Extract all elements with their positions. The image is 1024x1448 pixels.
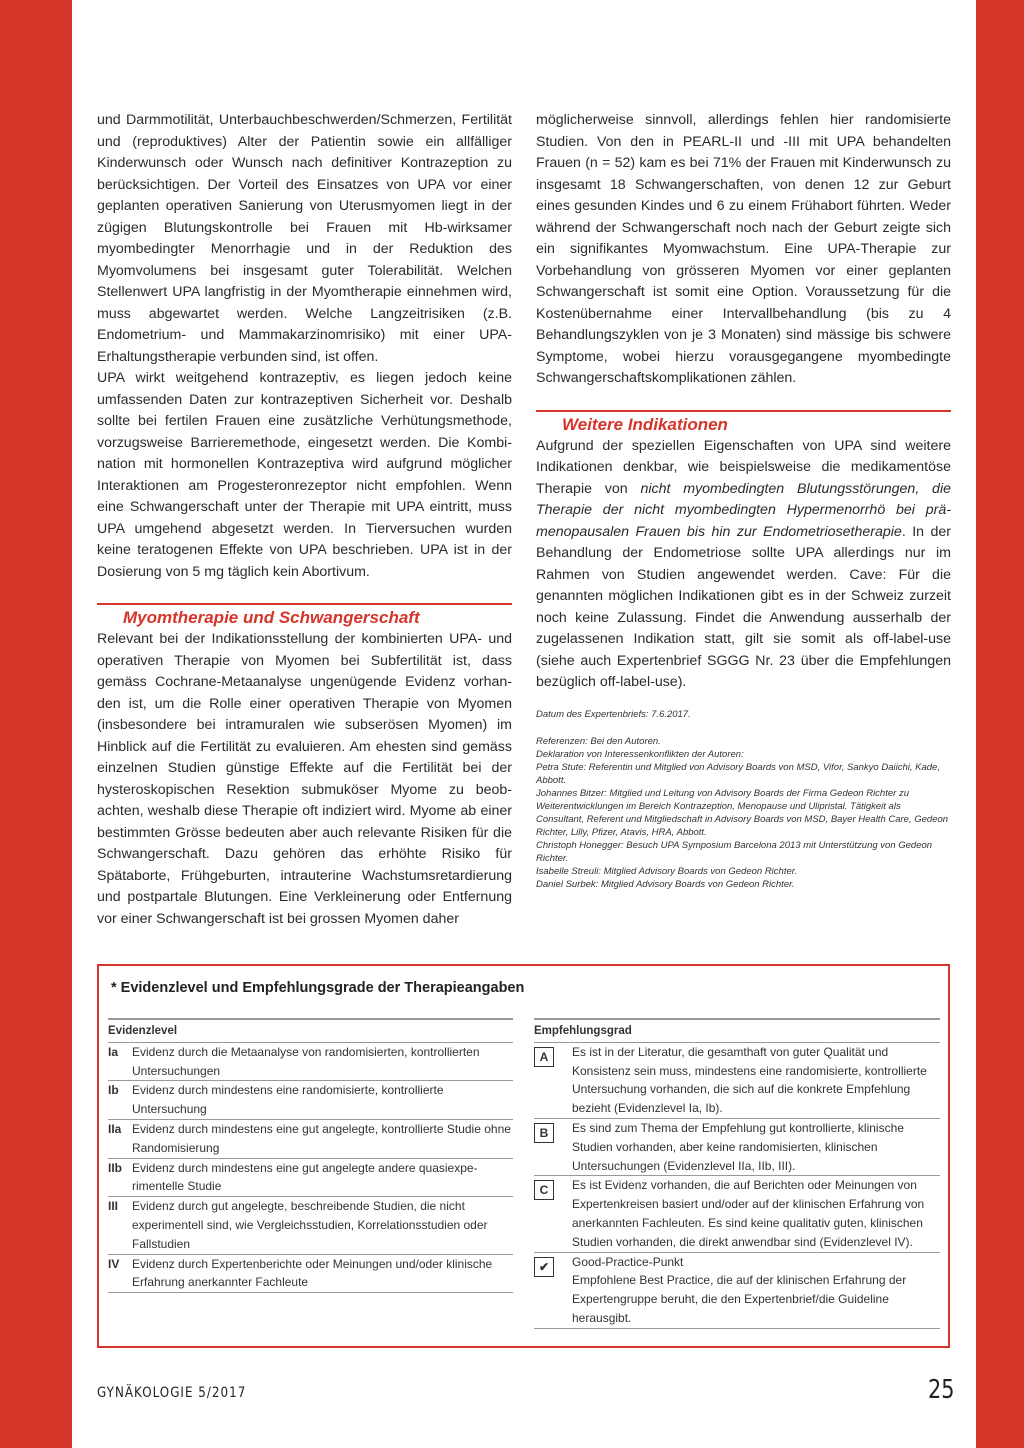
right-margin-bar — [976, 0, 1024, 1448]
evidence-level-text: Evidenz durch mindestens eine gut angelegte, kontrollierte Studie ohne Randomisierung — [132, 1121, 511, 1155]
body-text: Aufgrund der speziellen Eigenschaften von UPA sind weitere Indikationen denkbar, wie beispielsweise die medikamentöse Therapie von — [536, 437, 951, 497]
journal-footer: GYNÄKOLOGIE 5/2017 — [97, 1385, 247, 1401]
recommendation-grades-table — [534, 1018, 940, 1329]
reference-line: Daniel Surbek: Mitglied Advisory Boards von Gedeon Richter. — [536, 878, 795, 890]
evidence-level-text: Evidenz durch gut angelegte, beschreibende Studien, die nicht experimentell sind, wie Vergleichsstudien, Korrelationsstudien oder Fallstudien — [132, 1199, 488, 1251]
left-column — [97, 110, 512, 930]
evidence-level-row — [108, 1197, 513, 1254]
evidence-level-code: III — [108, 1199, 119, 1214]
evidence-level-code: Ia — [108, 1044, 119, 1059]
evidence-box — [97, 964, 950, 1348]
section-heading: Myomtherapie und Schwangerschaft — [97, 603, 512, 629]
reference-line: Deklaration von Interessenkonflikten der Autoren: — [536, 748, 744, 760]
grade-text: Es sind zum Thema der Empfehlung gut kontrollierte, klinische Studien vorhanden, aber keine randomisierten, klinischen Untersuchungen (Evidenzlevel IIa, IIb, III). — [572, 1120, 904, 1173]
evidence-level-code: IV — [108, 1256, 120, 1271]
grade-row — [534, 1119, 940, 1176]
grade-text: Es ist in der Literatur, die gesamthaft von guter Qualität und Konsistenz sein muss, mindestens eine randomisierte, kontrollierte Untersuchung vorhanden, die sich auf die konkrete Empfehlung bezieht (Evidenzlevel Ia, Ib). — [572, 1044, 927, 1116]
reference-line: Petra Stute: Referentin und Mitglied von Advisory Boards von MSD, Vifor, Sankyo Daiichi, Kade, Abbott. — [536, 761, 940, 786]
evidence-levels-table — [108, 1018, 513, 1293]
grade-title: Good-Practice-Punkt — [572, 1254, 684, 1269]
grade-badge: A — [534, 1047, 554, 1067]
body-paragraph: und Darmmotilität, Unterbauchbeschwerden/Schmerzen, Fertilität und (reproduktives) Alter der Patientin sowie ein allfälliger Kinderwunsch oder Wunsch nach definitiver Kontrazeption zu berücksichtigen. Der Vorteil des Einsatzes von UPA vor einer geplanten operativen Sanierung von Uterusmyomen liegt in der zügigen Blutungskontrolle bei Frauen mit Hb-wirksamer myombedingter Menorrhagie und in der Reduktion des Myomvolumens bei insgesamt guter Tolerabilität. Welchen Stellenwert UPA langfristig in der Myomtherapie einnehmen wird, muss abgewartet werden. Welche Langzeitrisiken (z.B. Endometrium- und Mammakarzinomrisiko) mit einer UPA-Erhaltungstherapie verbunden sind, ist offen. — [97, 112, 512, 365]
evidence-level-text: Evidenz durch mindestens eine gut angelegte andere quasiexperimentelle Studie — [132, 1160, 478, 1194]
evidence-level-code: Ib — [108, 1083, 119, 1098]
left-margin-bar — [0, 0, 72, 1448]
body-text: . In der Behandlung der Endometriose sollte UPA allerdings nur im Rahmen von Studien angewendet werden. Cave: Für die genannten möglichen Indikationen gibt es in der Schweiz zurzeit noch keine Zulassung. Findet die Anwendung ausserhalb der zugelassenen Indikation statt, gilt sie somit als off-label-use (siehe auch Expertenbrief SGGG Nr. 23 über die Empfehlungen bezüglich off-label-use). — [536, 523, 951, 690]
evidence-level-row — [108, 1043, 513, 1082]
evidence-level-code: IIa — [108, 1121, 122, 1136]
evidence-level-row — [108, 1255, 513, 1294]
grade-badge: C — [534, 1180, 554, 1200]
evidence-level-text: Evidenz durch Expertenberichte oder Meinungen und/oder klinische Erfahrung anerkannter Fachleute — [132, 1256, 493, 1290]
evidence-level-row — [108, 1081, 513, 1120]
evidence-box-title: * Evidenzlevel und Empfehlungsgrade der Therapieangaben — [111, 980, 525, 996]
references — [536, 735, 951, 891]
body-paragraph — [536, 436, 951, 694]
grade-badge: B — [534, 1123, 554, 1143]
checkmark-icon: ✔ — [534, 1257, 554, 1277]
body-text-italic: nicht myombedingten Blutungsstörungen, die Therapie der nicht myombedingten Hypermenorrhö bei prämenopausalen Frauen bis hin zur Endometriosetherapie — [536, 480, 951, 540]
grade-row — [534, 1253, 940, 1329]
page-number: 25 — [928, 1375, 955, 1405]
body-paragraph: UPA wirkt weitgehend kontrazeptiv, es liegen jedoch keine umfassenden Daten zur kontrazeptiven Sicherheit vor. Deshalb sollte bei fertilen Frauen eine zusätzliche Verhütungsmethode, vorzugsweise Barrieremethode, eingesetzt werden. Die Kombination mit hormonellen Kontrazeptiva wird aufgrund möglicher Interaktionen am Progesteronrezeptor nicht empfohlen. Wenn eine Schwangerschaft unter der Therapie mit UPA eintritt, muss UPA umgehend abgesetzt werden. In Tierversuchen wurden keine teratogenen Effekte von UPA beschrieben. UPA ist in der Dosierung von 5 mg täglich kein Abortivum. — [97, 370, 512, 580]
grade-row — [534, 1043, 940, 1119]
grade-text: Empfohlene Best Practice, die auf der klinischen Erfahrung der Expertengruppe beruht, die den Expertenbrief/die Guideline herausgibt. — [572, 1273, 907, 1325]
right-column — [536, 110, 951, 891]
reference-line: Referenzen: Bei den Autoren. — [536, 735, 661, 747]
section-heading: Weitere Indikationen — [536, 410, 951, 436]
grade-text: Es ist Evidenz vorhanden, die auf Berichten oder Meinungen von Expertenkreisen basiert und/oder auf der klinischen Erfahrung von anerkannten Fachleuten. Es sind keine qualitativ guten, klinischen Studien vorhanden, die direkt anwendbar sind (Evidenzlevel IV). — [572, 1178, 925, 1249]
evidence-level-row — [108, 1120, 513, 1159]
evidence-level-text: Evidenz durch die Metaanalyse von randomisierten, kontrollierten Untersuchungen — [132, 1044, 480, 1078]
date-line: Datum des Expertenbriefs: 7.6.2017. — [536, 708, 691, 720]
body-paragraph: möglicherweise sinnvoll, allerdings fehlen hier randomisierte Studien. Von den in PEARL-II und -III mit UPA behandelten Frauen (n = 52) kam es bei 71% der Frauen mit Kinderwunsch zu insgesamt 18 Schwangerschaften, von denen 12 zur Geburt eines gesunden Kindes und 6 zu einem Frühabort führten. Weder während der Schwangerschaft noch nach der Geburt zeigte sich ein signifikantes Myomwachstum. Eine UPA-Therapie zur Vorbehandlung von grösseren Myomen vor einer geplanten Schwangerschaft ist somit eine Option. Voraussetzung für die Kostenübernahme einer Intervallbehandlung (bis zu 4 Behandlungszyklen von je 3 Monaten) sind mässige bis schwere Symptome, wobei hierzu vorausgegangene myombedingte Schwangerschaftskomplikationen zählen. — [536, 112, 951, 386]
reference-line: Christoph Honegger: Besuch UPA Symposium Barcelona 2013 mit Unterstützung von Gedeon Richter. — [536, 839, 933, 864]
evidence-level-text: Evidenz durch mindestens eine randomisierte, kontrollierte Untersuchung — [132, 1083, 444, 1117]
grade-row — [534, 1176, 940, 1252]
reference-line: Isabelle Streuli: Mitglied Advisory Boards von Gedeon Richter. — [536, 865, 798, 877]
evidence-level-row — [108, 1159, 513, 1198]
evidence-level-code: IIb — [108, 1160, 122, 1175]
evidence-levels-header: Evidenzlevel — [108, 1018, 513, 1043]
recommendation-grades-header: Empfehlungsgrad — [534, 1018, 940, 1043]
body-paragraph: Relevant bei der Indikationsstellung der kombinierten UPA- und operativen Therapie von Myomen bei Subfertilität ist, dass gemäss Cochrane-Metaanalyse ungenügende Evidenz vorhanden ist, um die Rolle einer operativen Therapie von Myomen (insbesondere bei intramuralen wie subserösen Myomen) im Hinblick auf die Fertilität zu evaluieren. Am ehesten sind gemäss einzelnen Studien günstige Effekte auf die Fertilität bei der hysteroskopischen Resektion submuköser Myome zu beobachten, weshalb diese Therapie oft indiziert wird. Myome ab einer bestimmten Grösse bedeuten aber auch relevante Risiken für die Schwangerschaft. Dazu gehören das erhöhte Risiko für Spätaborte, Frühgeburten, intrauterine Wachstumsretardierung und postpartale Blutungen. Eine Verkleinerung oder Entfernung vor einer Schwangerschaft ist bei grossen Myomen daher — [97, 631, 512, 927]
reference-line: Johannes Bitzer: Mitglied und Leitung von Advisory Boards der Firma Gedeon Richter zu Weiterentwicklungen im Bereich Kontrazeption, Menopause und Ulipristal. Tätigkeit als Consultant, Referent und Mitgliedschaft in Advisory Boards von MSD, Bayer Health Care, Gedeon Richter, Lilly, Pfizer, Atavis, HRA, Abbott. — [536, 787, 949, 838]
